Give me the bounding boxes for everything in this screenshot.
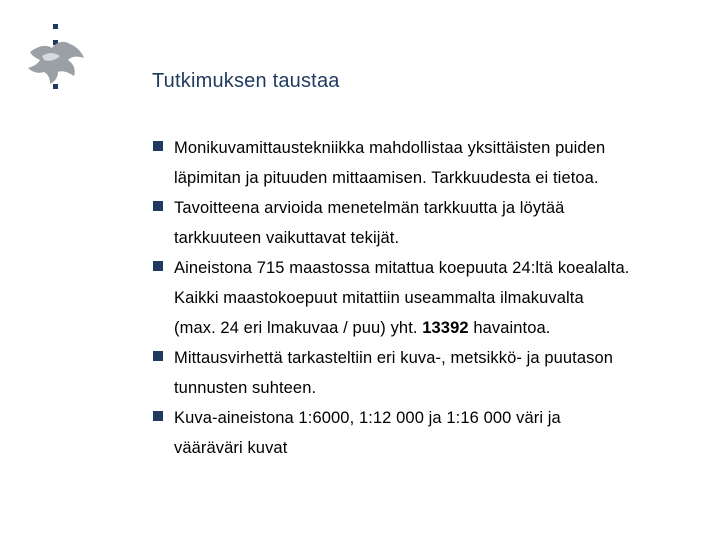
bullet-line: Monikuvamittaustekniikka mahdollistaa yksittäisten puiden bbox=[174, 139, 606, 157]
slide-title: Tutkimuksen taustaa bbox=[152, 70, 340, 92]
bullet-line: Aineistona 715 maastossa mitattua koepuuta 24:ltä koealalta. bbox=[174, 259, 630, 277]
bullet-square-icon bbox=[153, 351, 163, 361]
bullet-line bbox=[174, 316, 713, 346]
bullet-line: tunnusten suhteen. bbox=[174, 379, 317, 397]
bullet-square-icon bbox=[153, 201, 163, 211]
bullet-item bbox=[153, 256, 713, 346]
bullet-square-icon bbox=[153, 141, 163, 151]
bullet-item bbox=[153, 346, 713, 406]
bullet-item bbox=[153, 136, 713, 196]
line-text: (max. 24 eri lmakuvaa / puu) yht. bbox=[174, 319, 423, 337]
bullet-line: Kuva-aineistona 1:6000, 1:12 000 ja 1:16 000 väri ja bbox=[174, 409, 561, 427]
bullet-list bbox=[153, 136, 713, 466]
bullet-line: Mittausvirhettä tarkasteltiin eri kuva-, metsikkö- ja puutason bbox=[174, 349, 614, 367]
bullet-item bbox=[153, 406, 713, 466]
bullet-line: Tavoitteena arvioida menetelmän tarkkuutta ja löytää bbox=[174, 199, 565, 217]
line-text: havaintoa. bbox=[468, 319, 551, 337]
observation-count: 13392 bbox=[422, 319, 469, 337]
bullet-square-icon bbox=[153, 411, 163, 421]
bullet-line: tarkkuuteen vaikuttavat tekijät. bbox=[174, 229, 400, 247]
bullet-square-icon bbox=[153, 261, 163, 271]
bullet-line: vääräväri kuvat bbox=[174, 439, 288, 457]
bullet-line: Kaikki maastokoepuut mitattiin useammalta ilmakuvalta bbox=[174, 289, 584, 307]
university-flame-logo-icon bbox=[20, 22, 90, 102]
bullet-line: läpimitan ja pituuden mittaamisen. Tarkkuudesta ei tietoa. bbox=[174, 169, 599, 187]
bullet-item bbox=[153, 196, 713, 256]
